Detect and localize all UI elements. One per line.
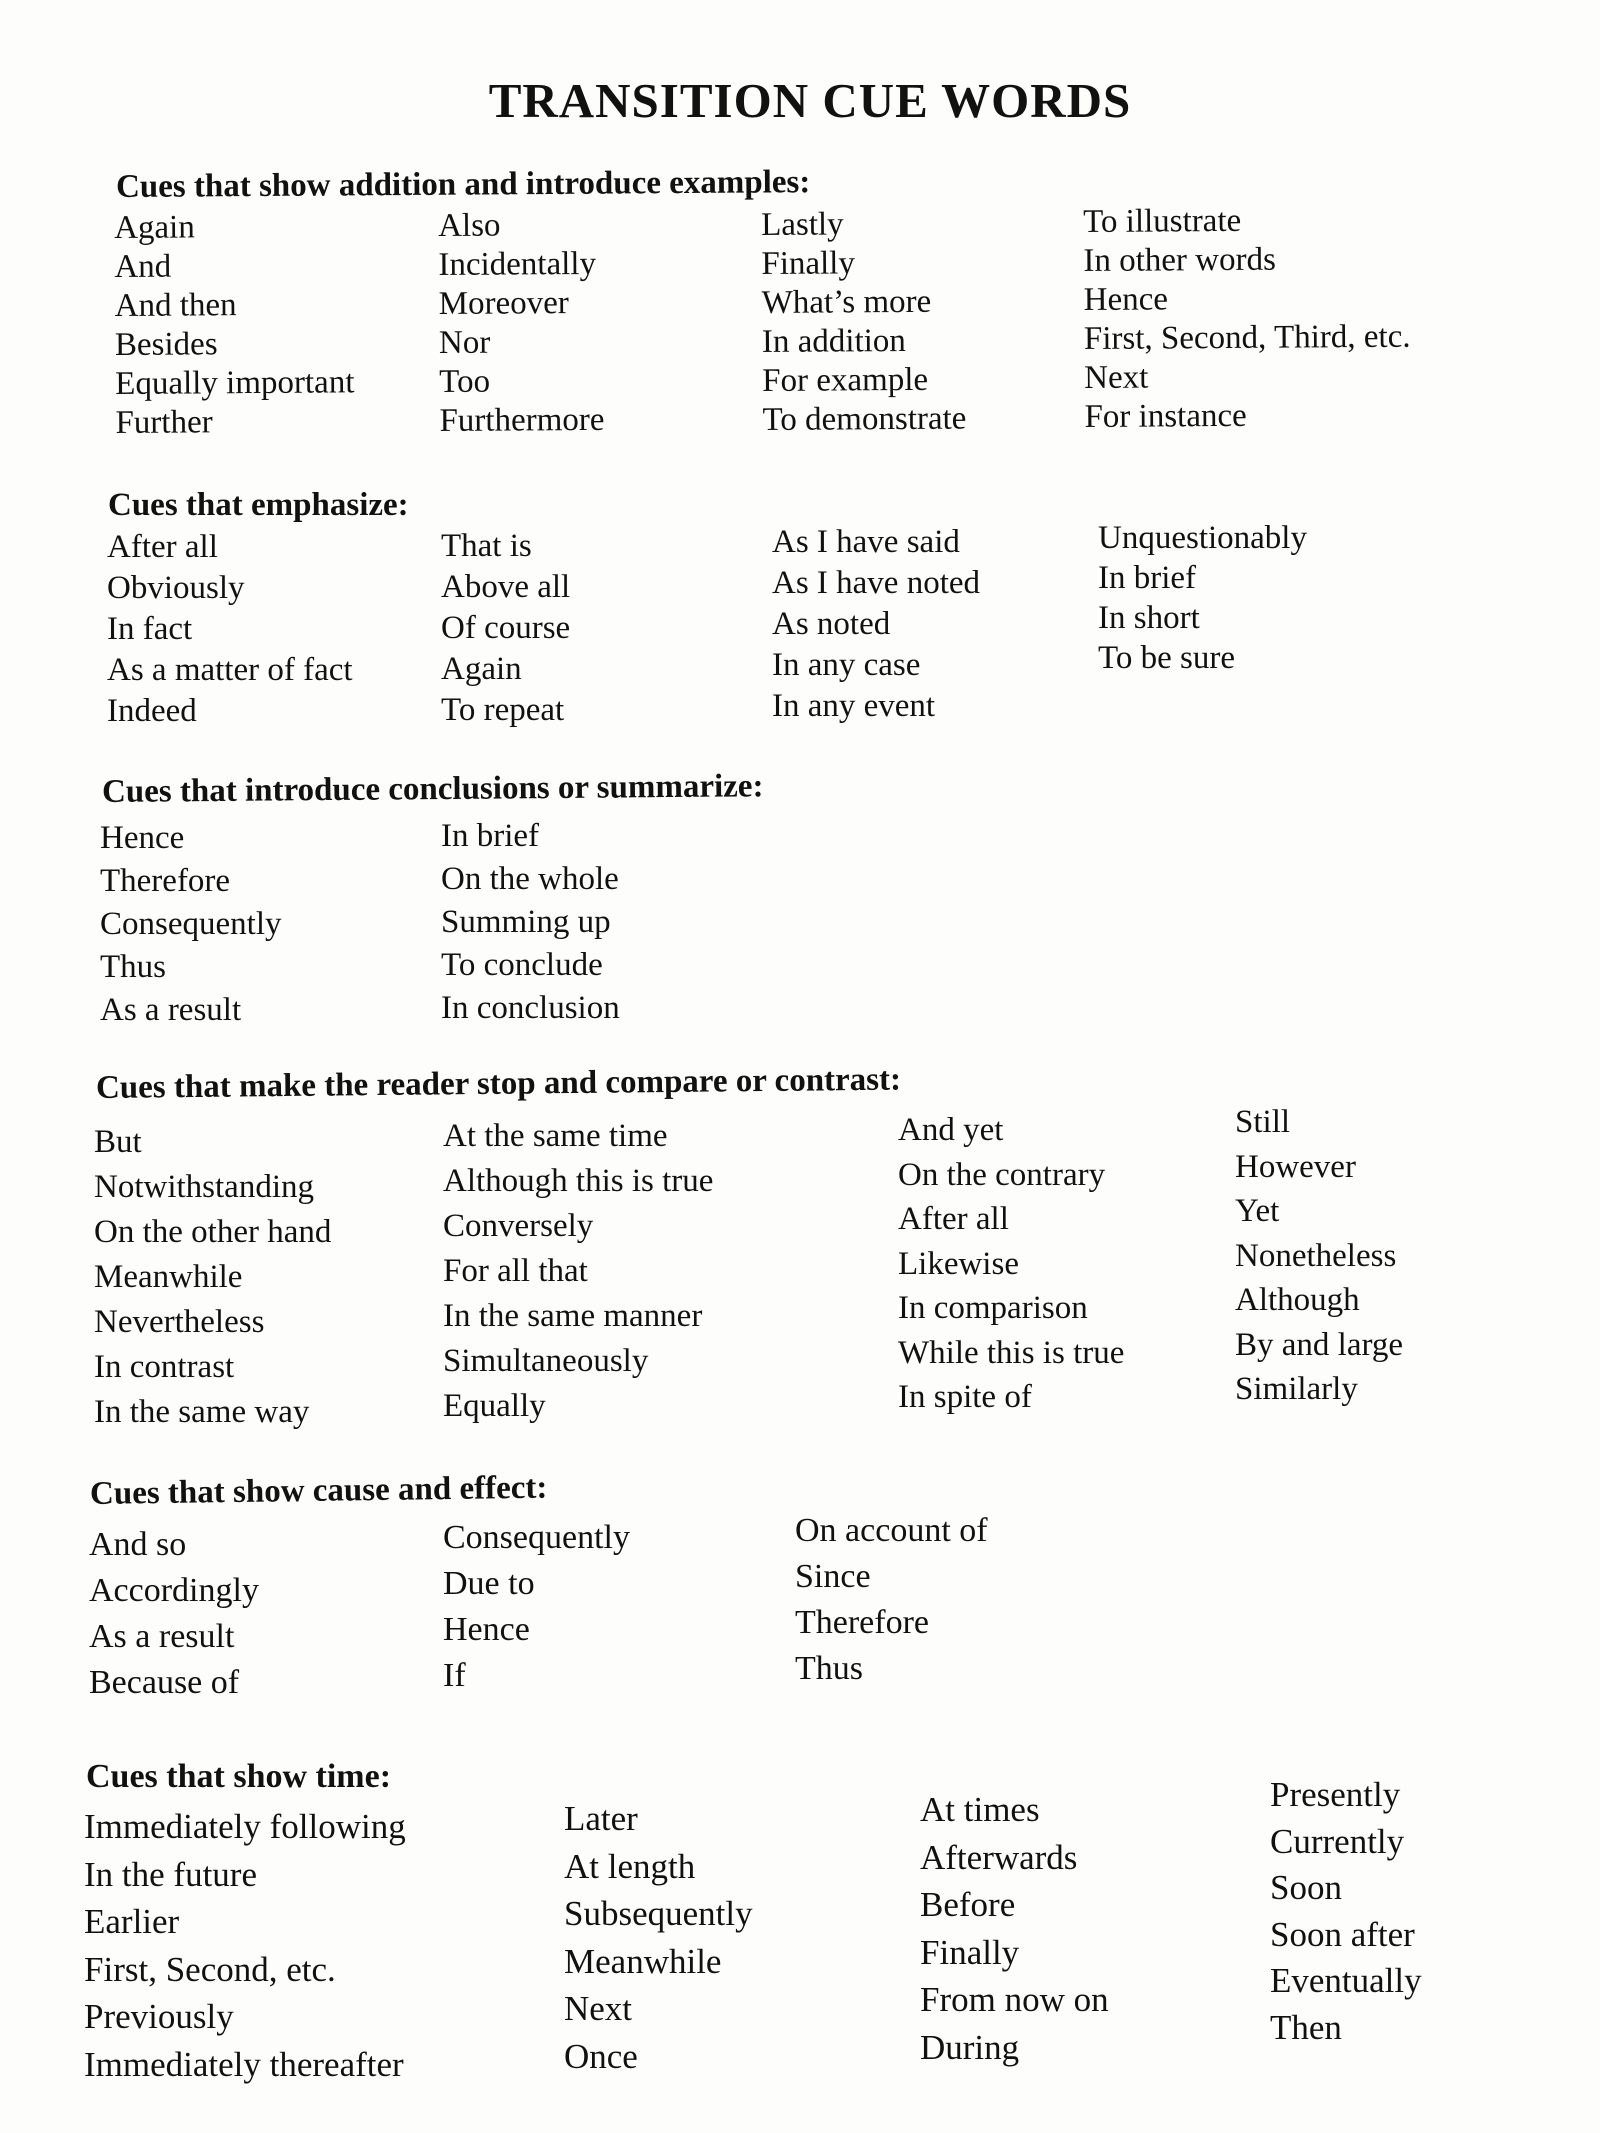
cue-word: Obviously <box>107 570 245 606</box>
section-heading: Cues that emphasize: <box>108 487 409 523</box>
cue-word: Immediately thereafter <box>84 2044 404 2084</box>
cue-word: As a result <box>89 1618 235 1655</box>
cue-word: Presently <box>1270 1775 1401 1814</box>
word-column <box>920 1786 1109 2071</box>
cue-word: To be sure <box>1098 640 1235 676</box>
cue-word: Subsequently <box>564 1894 753 1933</box>
cue-word: Consequently <box>443 1519 630 1556</box>
word-column <box>1083 201 1411 437</box>
cue-word: Thus <box>100 949 166 985</box>
cue-word: Meanwhile <box>564 1941 722 1981</box>
cue-word: To demonstrate <box>762 400 967 438</box>
cue-word: As I have said <box>772 524 960 560</box>
cue-word: Next <box>564 1989 633 2028</box>
cue-word: And <box>114 248 172 285</box>
cue-word: To repeat <box>441 692 565 728</box>
word-column <box>564 1795 753 2080</box>
cue-word: Above all <box>441 569 571 605</box>
cue-word: Nonetheless <box>1235 1237 1397 1274</box>
word-column <box>1098 518 1307 678</box>
cue-word: In brief <box>1098 560 1197 596</box>
cue-word: On account of <box>795 1512 988 1549</box>
cue-word: On the whole <box>441 861 619 897</box>
cue-word: During <box>920 2027 1020 2067</box>
cue-word: Similarly <box>1235 1371 1358 1407</box>
cue-word: Conversely <box>443 1208 594 1244</box>
cue-word: While this is true <box>898 1334 1125 1371</box>
cue-word: And so <box>89 1526 187 1563</box>
cue-word: As noted <box>772 606 891 642</box>
word-column <box>443 1114 713 1429</box>
cue-word: To illustrate <box>1083 202 1242 240</box>
cue-word: Due to <box>443 1565 535 1602</box>
cue-word: Moreover <box>438 285 569 322</box>
word-column <box>441 526 570 731</box>
cue-word: Besides <box>114 326 218 363</box>
cue-word: Accordingly <box>89 1572 259 1609</box>
cue-word: However <box>1235 1148 1356 1185</box>
cue-word: Although <box>1235 1282 1360 1318</box>
cue-word: Equally important <box>115 364 355 402</box>
cue-word: First, Second, Third, etc. <box>1083 318 1411 357</box>
cue-word: And yet <box>898 1112 1004 1148</box>
cue-word: In contrast <box>94 1349 235 1385</box>
word-column <box>89 1522 259 1706</box>
cue-word: To conclude <box>441 947 603 983</box>
cue-word: Later <box>564 1799 638 1838</box>
cue-word: And then <box>114 287 237 324</box>
word-column <box>1270 1772 1422 2051</box>
cue-word: Also <box>438 207 501 244</box>
section-heading: Cues that make the reader stop and compare or contrast: <box>95 1061 902 1106</box>
cue-word: Then <box>1270 2007 1342 2047</box>
cue-word: In addition <box>761 322 906 360</box>
cue-word: Although this is true <box>443 1163 714 1199</box>
cue-word: Indeed <box>107 693 197 729</box>
cue-word: Notwithstanding <box>94 1169 314 1205</box>
section-heading: Cues that introduce conclusions or summarize: <box>101 768 764 810</box>
cue-word: In the same way <box>94 1394 310 1430</box>
cue-word: For example <box>762 361 929 399</box>
cue-word: Immediately following <box>84 1807 406 1846</box>
cue-word: Next <box>1084 359 1149 396</box>
word-column <box>438 206 605 441</box>
cue-word: Incidentally <box>438 245 597 283</box>
cue-word: In other words <box>1083 241 1276 279</box>
cue-word: Therefore <box>100 863 231 899</box>
word-column <box>441 815 620 1030</box>
cue-word: At times <box>920 1790 1040 1829</box>
word-column <box>772 522 980 727</box>
section-heading: Cues that show time: <box>86 1758 392 1795</box>
cue-word: Soon after <box>1270 1914 1415 1954</box>
cue-word: After all <box>898 1201 1009 1237</box>
cue-word: At length <box>564 1846 696 1886</box>
cue-word: For all that <box>443 1253 588 1289</box>
cue-word: Simultaneously <box>443 1343 649 1379</box>
cue-word: In any event <box>772 688 936 724</box>
cue-word: By and large <box>1235 1326 1404 1363</box>
cue-word: Once <box>564 2036 638 2076</box>
cue-word: On the other hand <box>94 1214 332 1250</box>
cue-word: After all <box>107 529 218 565</box>
cue-word: Currently <box>1270 1821 1405 1861</box>
cue-word: Previously <box>84 1997 234 2036</box>
cue-word: But <box>94 1124 142 1160</box>
cue-word: Nevertheless <box>94 1304 265 1340</box>
page-title: TRANSITION CUE WORDS <box>488 73 1132 128</box>
cue-word: Furthermore <box>439 401 605 439</box>
cue-word: Hence <box>100 820 185 856</box>
cue-word: Too <box>439 363 491 400</box>
cue-word: As a matter of fact <box>107 652 353 688</box>
cue-word: At the same time <box>443 1118 668 1154</box>
cue-word: Soon <box>1270 1868 1342 1907</box>
cue-word: Likewise <box>898 1245 1019 1282</box>
word-column <box>898 1108 1124 1420</box>
cue-word: Thus <box>795 1650 863 1687</box>
word-column <box>795 1508 988 1692</box>
cue-word: Hence <box>1083 281 1169 318</box>
section-heading: Cues that show addition and introduce examples: <box>115 164 811 205</box>
cue-word: Eventually <box>1270 1961 1422 2000</box>
cue-word: That is <box>441 528 532 564</box>
cue-word: Therefore <box>795 1604 930 1641</box>
word-column <box>107 527 353 732</box>
cue-word: What’s more <box>761 283 932 321</box>
cue-word: In fact <box>107 611 193 647</box>
cue-word: Yet <box>1235 1193 1280 1229</box>
cue-word: In spite of <box>898 1379 1032 1415</box>
cue-word: Of course <box>441 610 571 646</box>
cue-word: In comparison <box>898 1290 1088 1326</box>
cue-word: Consequently <box>100 906 282 942</box>
cue-word: Still <box>1235 1104 1291 1140</box>
cue-word: First, Second, etc. <box>84 1949 336 1989</box>
cue-word: In the future <box>84 1854 257 1894</box>
cue-word: Because of <box>89 1664 240 1701</box>
cue-word: Finally <box>920 1932 1020 1972</box>
cue-word: Afterwards <box>920 1837 1078 1877</box>
cue-word: For instance <box>1084 397 1247 435</box>
cue-word: Again <box>441 651 522 687</box>
cue-word: Lastly <box>761 206 844 243</box>
cue-word: Earlier <box>84 1902 180 1941</box>
word-column <box>114 207 355 443</box>
cue-word: Finally <box>761 245 856 282</box>
word-column <box>761 205 967 440</box>
section-heading: Cues that show cause and effect: <box>89 1469 548 1512</box>
cue-word: If <box>443 1657 466 1694</box>
cue-word: In conclusion <box>441 990 620 1026</box>
word-column <box>443 1515 630 1699</box>
cue-word: Since <box>795 1558 871 1595</box>
cue-word: In short <box>1098 600 1200 636</box>
cue-word: Before <box>920 1885 1016 1924</box>
cue-word: On the contrary <box>898 1156 1106 1193</box>
cue-word: Nor <box>438 324 491 361</box>
cue-word: As a result <box>100 992 242 1028</box>
cue-word: From now on <box>920 1980 1109 2019</box>
cue-word: Equally <box>443 1388 546 1424</box>
word-column <box>84 1803 406 2088</box>
cue-word: Meanwhile <box>94 1259 243 1295</box>
cue-word: As I have noted <box>772 565 981 601</box>
cue-word: Unquestionably <box>1098 520 1307 556</box>
cue-word: In the same manner <box>443 1298 703 1334</box>
word-column <box>1235 1100 1403 1412</box>
cue-word: Summing up <box>441 904 611 940</box>
cue-word: Hence <box>443 1611 530 1648</box>
cue-word: In brief <box>441 818 540 854</box>
word-column <box>94 1120 331 1435</box>
cue-word: Further <box>115 404 213 441</box>
cue-word: Again <box>114 209 195 246</box>
cue-word: In any case <box>772 647 921 683</box>
word-column <box>100 817 281 1032</box>
